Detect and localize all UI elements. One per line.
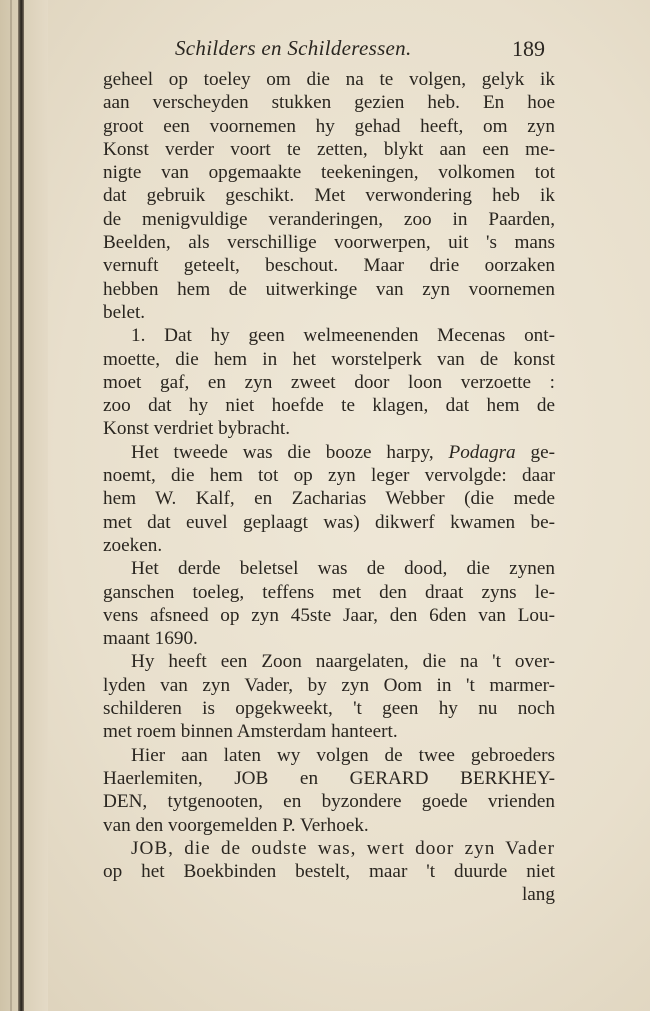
text-line: de menigvuldige veranderingen, zoo in Paarden, (103, 208, 555, 230)
text-line: Het derde beletsel was de dood, die zynen (131, 558, 555, 580)
text-line: aan verscheyden stukken gezien heb. En hoe (103, 92, 555, 114)
text-line: groot een voornemen hy gehad heeft, om zyn (103, 115, 555, 137)
text-line: dat gebruik geschikt. Met verwondering heb ik (103, 185, 555, 207)
text-line: maant 1690. (103, 628, 198, 650)
running-title: Schilders en Schilderessen. (175, 36, 412, 60)
text-line: lyden van zyn Vader, by zyn Oom in 't marmer- (103, 674, 555, 696)
running-head (103, 34, 555, 68)
text-line: Het tweede was die booze harpy, Podagra ge- (131, 441, 555, 463)
text-line: Hier aan laten wy volgen de twee gebroeders (131, 744, 555, 766)
text-line: op het Boekbinden bestelt, maar 't duurde niet (103, 861, 555, 883)
binding-shadow (0, 0, 48, 1011)
text-line: moette, die hem in het worstelperk van de konst (103, 348, 555, 370)
text-line: zoeken. (103, 534, 163, 556)
body-text (103, 68, 555, 907)
text-line: Konst verder voort te zetten, blykt aan een me- (103, 138, 555, 160)
text-line: zoo dat hy niet hoefde te klagen, dat hem de (103, 395, 555, 417)
text-line: moet gaf, en zyn zweet door loon verzoette : (103, 371, 555, 393)
binding-edge (10, 0, 12, 1011)
text-line: nigte van opgemaakte teekeningen, volkomen tot (103, 162, 555, 184)
text-line: vernuft geteelt, beschout. Maar drie oorzaken (103, 255, 555, 277)
text-line: hem W. Kalf, en Zacharias Webber (die mede (103, 488, 555, 510)
text-line: JOB, die de oudste was, wert door zyn Vader (131, 837, 555, 859)
text-block (103, 34, 555, 907)
text-line: Beelden, als verschillige voorwerpen, uit 's mans (103, 232, 555, 254)
italic-term: Podagra (448, 441, 516, 463)
text-line: vens afsneed op zyn 45ste Jaar, den 6den van Lou- (103, 604, 555, 626)
text-line: ganschen toeleg, teffens met den draat zyns le- (103, 581, 555, 603)
text-line: met roem binnen Amsterdam hanteert. (103, 721, 398, 743)
text-line: 1. Dat hy geen welmeenenden Mecenas ont- (131, 325, 555, 347)
text-line: Hy heeft een Zoon naargelaten, die na 't over- (131, 651, 555, 673)
text-line: geheel op toeley om die na te volgen, gelyk ik (103, 69, 555, 90)
binding-spine (18, 0, 24, 1011)
text-line: schilderen is opgekweekt, 't geen hy nu noch (103, 698, 555, 720)
text-line: belet. (103, 301, 146, 323)
text-line: DEN, tytgenooten, en byzondere goede vrienden (103, 791, 555, 813)
text-line: van den voorgemelden P. Verhoek. (103, 814, 369, 836)
page-number: 189 (512, 36, 545, 61)
text-line: Haerlemiten, JOB en GERARD BERKHEY- (103, 767, 555, 789)
text-line: met dat euvel geplaagt was) dikwerf kwamen be- (103, 511, 555, 533)
text-line: hebben hem de uitwerkinge van zyn voornemen (103, 278, 555, 300)
text-line: Konst verdriet bybracht. (103, 418, 291, 440)
catchword: lang (521, 884, 555, 906)
text-line: noemt, die hem tot op zyn leger vervolgde: daar (103, 465, 555, 487)
